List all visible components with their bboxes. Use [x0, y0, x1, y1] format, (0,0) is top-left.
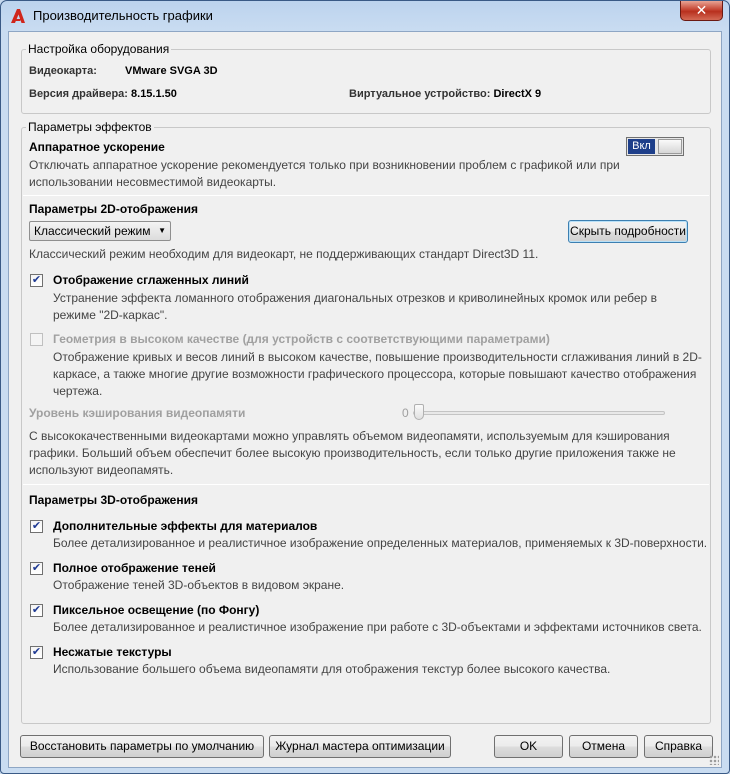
- video-card-value: VMware SVGA 3D: [125, 65, 218, 77]
- window-title: Производительность графики: [33, 8, 213, 23]
- title-bar[interactable]: [1, 1, 729, 31]
- smooth-lines-description: Устранение эффекта ломанного отображения диагональных отрезков и криволинейных кромок или ребер в режиме "2D-каркас".: [53, 291, 657, 322]
- driver-label: Версия драйвера:: [29, 88, 128, 100]
- cancel-button[interactable]: Отмена: [569, 735, 638, 758]
- ok-button[interactable]: OK: [494, 735, 563, 758]
- hw-accel-title: Аппаратное ускорение: [29, 140, 165, 154]
- material-effects-checkbox[interactable]: ✔: [31, 520, 42, 532]
- cache-level-slider[interactable]: [413, 411, 665, 415]
- autocad-logo-icon: [9, 7, 27, 25]
- divider: [23, 195, 709, 196]
- display-mode-value: Классический режим: [34, 224, 151, 238]
- per-pixel-lighting-label[interactable]: Пиксельное освещение (по Фонгу): [53, 603, 260, 617]
- display3d-title: Параметры 3D-отображения: [29, 493, 198, 507]
- divider: [23, 484, 709, 485]
- virtual-device-value: DirectX 9: [493, 88, 542, 100]
- high-quality-geometry-checkbox[interactable]: [30, 333, 43, 346]
- high-quality-geometry-label[interactable]: Геометрия в высоком качестве (для устройств с соответствующими параметрами): [53, 332, 550, 346]
- uncompressed-textures-description: Использование большего объема видеопамяти для отображения текстур более высокого качества.: [53, 662, 611, 676]
- high-quality-geometry-description: Отображение кривых и весов линий в высоком качестве, повышение производительности сглаживания линий в 2D-каркасе, а также многие другие возможности графического процессора, которые повышают качество отображения чертежа.: [53, 350, 702, 398]
- hw-accel-toggle-label: Вкл: [628, 139, 655, 154]
- cache-level-slider-thumb[interactable]: [414, 404, 424, 420]
- hw-accel-description: Отключать аппаратное ускорение рекомендуется только при возникновении проблем с графикой или при использовании несовместимой видеокарты.: [29, 158, 620, 189]
- cache-note: С высококачественными видеокартами можно управлять объемом видеопамяти, используемым для кэширования графики. Больший объем обеспечит более высокую производительность, если только другие приложения также не используют видеопамять.: [29, 429, 676, 477]
- wizard-log-button[interactable]: Журнал мастера оптимизации: [269, 735, 451, 758]
- full-shadows-description: Отображение теней 3D-объектов в видовом экране.: [53, 578, 345, 592]
- per-pixel-lighting-checkbox[interactable]: ✔: [31, 604, 42, 616]
- help-button[interactable]: Справка: [644, 735, 713, 758]
- uncompressed-textures-label[interactable]: Несжатые текстуры: [53, 645, 172, 659]
- display2d-title: Параметры 2D-отображения: [29, 202, 198, 216]
- hardware-group: [21, 42, 711, 114]
- restore-defaults-button[interactable]: Восстановить параметры по умолчанию: [20, 735, 264, 758]
- virtual-device-label: Виртуальное устройство:: [349, 88, 491, 100]
- material-effects-description: Более детализированное и реалистичное изображение определенных материалов, применяемых к 3D-поверхности.: [53, 536, 708, 550]
- video-card-label: Видеокарта:: [29, 65, 97, 77]
- hardware-legend: Настройка оборудования: [28, 42, 170, 56]
- cache-level-value: 0: [402, 406, 409, 420]
- resize-grip-icon[interactable]: [709, 755, 719, 765]
- display-mode-select[interactable]: [29, 221, 171, 241]
- display-mode-note: Классический режим необходим для видеокарт, не поддерживающих стандарт Direct3D 11.: [29, 247, 539, 261]
- effects-legend: Параметры эффектов: [28, 120, 152, 134]
- driver-value: 8.15.1.50: [131, 88, 177, 100]
- per-pixel-lighting-description: Более детализированное и реалистичное изображение при работе с 3D-объектами и эффектами источников света.: [53, 620, 702, 634]
- hide-details-button[interactable]: Скрыть подробности: [568, 220, 688, 243]
- cache-level-label: Уровень кэширования видеопамяти: [29, 406, 246, 420]
- material-effects-label[interactable]: Дополнительные эффекты для материалов: [53, 519, 318, 533]
- chevron-down-icon: ▼: [158, 226, 166, 235]
- dialog-body: [8, 31, 722, 768]
- full-shadows-checkbox[interactable]: ✔: [31, 562, 42, 574]
- smooth-lines-checkbox[interactable]: ✔: [31, 274, 42, 286]
- uncompressed-textures-checkbox[interactable]: ✔: [31, 646, 42, 658]
- smooth-lines-label[interactable]: Отображение сглаженных линий: [53, 273, 249, 287]
- full-shadows-label[interactable]: Полное отображение теней: [53, 561, 216, 575]
- hw-accel-toggle[interactable]: [626, 137, 684, 156]
- close-button[interactable]: ✕: [680, 1, 723, 21]
- toggle-knob: [658, 139, 682, 154]
